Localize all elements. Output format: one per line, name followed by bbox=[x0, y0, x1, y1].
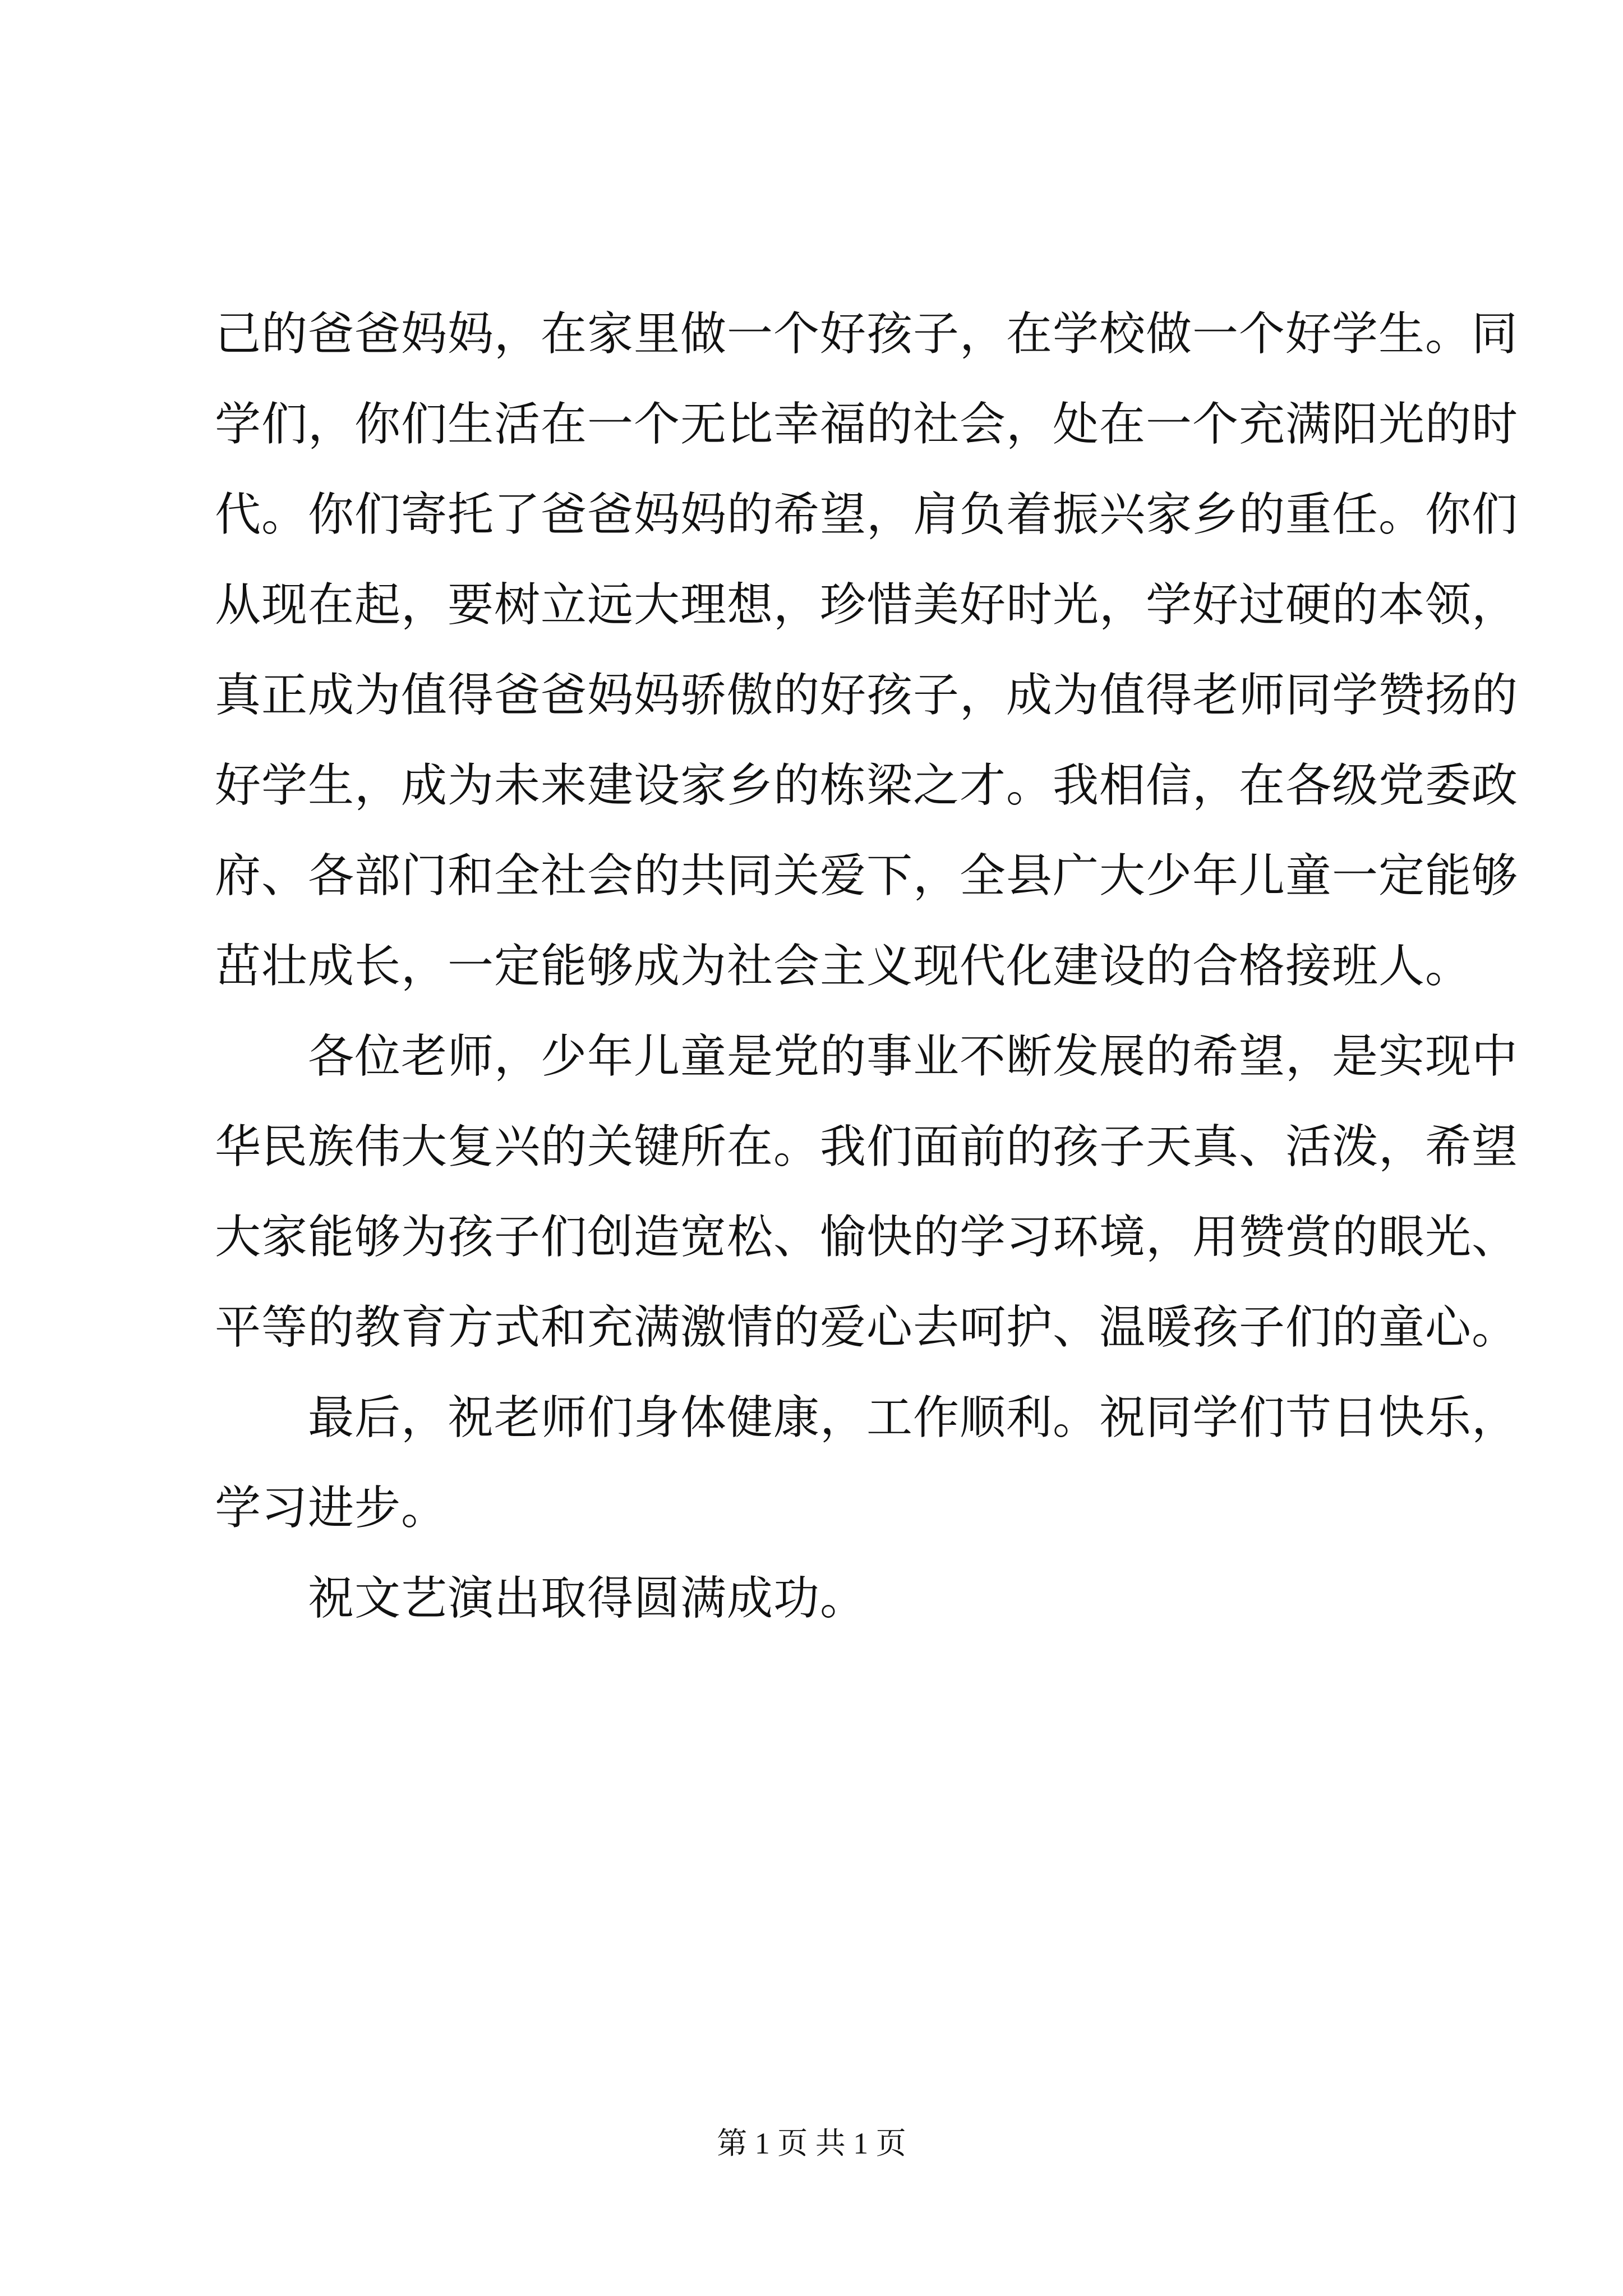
text-line: 好学生，成为未来建设家乡的栋梁之才。我相信，在各级党委政 bbox=[215, 759, 1519, 812]
page-footer: 第 1 页 共 1 页 bbox=[717, 2127, 906, 2160]
body-text bbox=[215, 289, 1519, 1644]
text-line: 平等的教育方式和充满激情的爱心去呵护、温暖孩子们的童心。 bbox=[215, 1301, 1519, 1354]
text-line: 学习进步。 bbox=[215, 1481, 448, 1535]
text-line: 代。你们寄托了爸爸妈妈的希望，肩负着振兴家乡的重任。你们 bbox=[215, 488, 1519, 541]
paragraph-first-line: 各位老师，少年儿童是党的事业不断发展的希望，是实现中 bbox=[308, 1030, 1519, 1083]
paragraph-first-line: 祝文艺演出取得圆满成功。 bbox=[308, 1572, 867, 1625]
text-line: 府、各部门和全社会的共同关爱下，全县广大少年儿童一定能够 bbox=[215, 849, 1519, 903]
text-line: 己的爸爸妈妈，在家里做一个好孩子，在学校做一个好学生。同 bbox=[215, 307, 1519, 361]
text-line: 茁壮成长，一定能够成为社会主义现代化建设的合格接班人。 bbox=[215, 940, 1472, 993]
text-line: 大家能够为孩子们创造宽松、愉快的学习环境，用赞赏的眼光、 bbox=[215, 1211, 1519, 1264]
text-line: 从现在起，要树立远大理想，珍惜美好时光，学好过硬的本领， bbox=[215, 578, 1519, 632]
text-line: 真正成为值得爸爸妈妈骄傲的好孩子，成为值得老师同学赞扬的 bbox=[215, 669, 1519, 722]
text-line: 华民族伟大复兴的关键所在。我们面前的孩子天真、活泼，希望 bbox=[215, 1120, 1519, 1174]
paragraph-first-line: 最后，祝老师们身体健康，工作顺利。祝同学们节日快乐， bbox=[308, 1391, 1519, 1444]
text-line: 学们，你们生活在一个无比幸福的社会，处在一个充满阳光的时 bbox=[215, 398, 1519, 451]
